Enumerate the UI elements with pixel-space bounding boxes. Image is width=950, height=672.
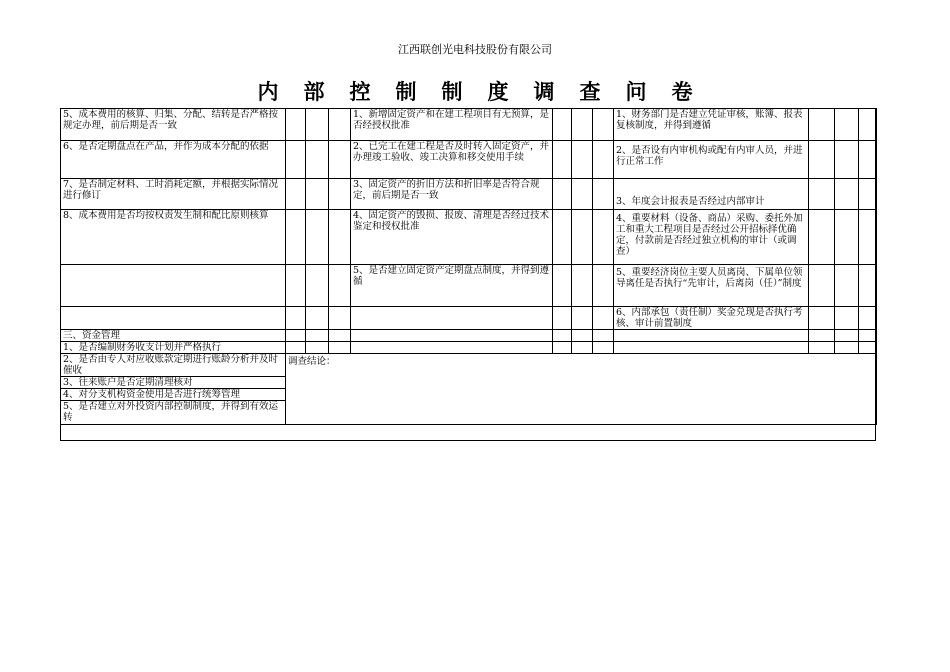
- answer-cell[interactable]: [835, 179, 859, 210]
- question-cell: [61, 265, 286, 307]
- table-row: [61, 342, 877, 354]
- answer-cell[interactable]: [329, 141, 351, 179]
- answer-cell[interactable]: [809, 265, 835, 307]
- table-row: [61, 210, 877, 265]
- answer-cell[interactable]: [859, 342, 877, 354]
- answer-cell[interactable]: [286, 141, 306, 179]
- answer-cell[interactable]: [286, 307, 306, 330]
- answer-cell[interactable]: [286, 265, 306, 307]
- answer-cell[interactable]: [553, 330, 572, 342]
- answer-cell[interactable]: [306, 109, 329, 141]
- answer-cell[interactable]: [286, 109, 306, 141]
- answer-cell[interactable]: [553, 109, 572, 141]
- question-cell: [61, 307, 286, 330]
- answer-cell[interactable]: [286, 330, 306, 342]
- answer-cell[interactable]: [809, 109, 835, 141]
- answer-cell[interactable]: [306, 141, 329, 179]
- question-cell: 8、成本费用是否均按权责发生制和配比原则核算: [61, 210, 286, 265]
- answer-cell[interactable]: [809, 210, 835, 265]
- answer-cell[interactable]: [809, 342, 835, 354]
- question-cell: 4、对分支机构资金使用是否进行统筹管理: [61, 389, 286, 401]
- answer-cell[interactable]: [835, 342, 859, 354]
- question-cell: 2、是否由专人对应收账款定期进行账龄分析并及时催收: [61, 354, 286, 377]
- answer-cell[interactable]: [572, 330, 593, 342]
- question-cell: 6、内部承包（责任制）奖金兑现是否执行考核、审计前置制度: [614, 307, 809, 330]
- question-cell: 5、是否建立固定资产定期盘点制度，并得到遵循: [351, 265, 553, 307]
- answer-cell[interactable]: [859, 141, 877, 179]
- answer-cell[interactable]: [329, 342, 351, 354]
- answer-cell[interactable]: [593, 330, 614, 342]
- question-cell: 5、是否建立对外投资内部控制制度，并得到有效运转: [61, 401, 286, 425]
- question-cell: 3、往来账户是否定期清理核对: [61, 377, 286, 389]
- answer-cell[interactable]: [593, 342, 614, 354]
- answer-cell[interactable]: [593, 307, 614, 330]
- answer-cell[interactable]: [809, 307, 835, 330]
- question-cell: 1、新增固定资产和在建工程项目有无预算，是否经授权批准: [351, 109, 553, 141]
- answer-cell[interactable]: [572, 210, 593, 265]
- answer-cell[interactable]: [553, 265, 572, 307]
- question-cell: 7、是否制定材料、工时消耗定额，并根据实际情况进行修订: [61, 179, 286, 210]
- empty-cell: [614, 330, 809, 342]
- conclusion-label: 调查结论：: [288, 356, 336, 367]
- answer-cell[interactable]: [809, 179, 835, 210]
- answer-cell[interactable]: [859, 210, 877, 265]
- empty-cell: [351, 342, 553, 354]
- answer-cell[interactable]: [572, 265, 593, 307]
- question-cell: 5、重要经济岗位主要人员离岗、下属单位领导离任是否执行“先审计，后离岗（任）”制度: [614, 265, 809, 307]
- answer-cell[interactable]: [593, 179, 614, 210]
- answer-cell[interactable]: [859, 179, 877, 210]
- answer-cell[interactable]: [859, 307, 877, 330]
- empty-cell: [351, 330, 553, 342]
- answer-cell[interactable]: [553, 307, 572, 330]
- answer-cell[interactable]: [306, 342, 329, 354]
- answer-cell[interactable]: [306, 179, 329, 210]
- answer-cell[interactable]: [593, 265, 614, 307]
- answer-cell[interactable]: [553, 141, 572, 179]
- answer-cell[interactable]: [835, 210, 859, 265]
- question-cell: 4、固定资产的毁损、报废、清理是否经过技术鉴定和授权批准: [351, 210, 553, 265]
- answer-cell[interactable]: [553, 210, 572, 265]
- answer-cell[interactable]: [329, 179, 351, 210]
- answer-cell[interactable]: [329, 210, 351, 265]
- answer-cell[interactable]: [306, 265, 329, 307]
- answer-cell[interactable]: [286, 342, 306, 354]
- answer-cell[interactable]: [306, 307, 329, 330]
- answer-cell[interactable]: [593, 109, 614, 141]
- question-cell: 1、财务部门是否建立凭证审核，账簿、报表复核制度，并得到遵循: [614, 109, 809, 141]
- question-cell: 6、是否定期盘点在产品，并作为成本分配的依据: [61, 141, 286, 179]
- answer-cell[interactable]: [572, 307, 593, 330]
- questionnaire-table: [60, 108, 877, 425]
- question-cell: 1、是否编制财务收支计划并严格执行: [61, 342, 286, 354]
- empty-cell: [614, 342, 809, 354]
- answer-cell[interactable]: [859, 109, 877, 141]
- answer-cell[interactable]: [593, 141, 614, 179]
- company-name: 江西联创光电科技股份有限公司: [398, 43, 552, 56]
- answer-cell[interactable]: [286, 210, 306, 265]
- answer-cell[interactable]: [809, 141, 835, 179]
- question-cell: 5、成本费用的核算、归集、分配、结转是否严格按规定办理，前后期是否一致: [61, 109, 286, 141]
- table-row: [61, 354, 877, 377]
- page-title: 内部控制制度调查问卷: [257, 79, 718, 104]
- answer-cell[interactable]: [329, 265, 351, 307]
- question-cell: 2、已完工在建工程是否及时转入固定资产，并办理竣工验收、竣工决算和移交使用手续: [351, 141, 553, 179]
- table-row: [61, 265, 877, 307]
- answer-cell[interactable]: [835, 109, 859, 141]
- conclusion-area[interactable]: [286, 354, 877, 425]
- answer-cell[interactable]: [553, 342, 572, 354]
- answer-cell[interactable]: [329, 330, 351, 342]
- answer-cell[interactable]: [286, 179, 306, 210]
- answer-cell[interactable]: [572, 141, 593, 179]
- answer-cell[interactable]: [572, 109, 593, 141]
- question-cell: 4、重要材料（设备、商品）采购、委托外加工和重大工程项目是否经过公开招标择优确定，付款前是否经过独立机构的审计（或调查）: [614, 210, 809, 265]
- answer-cell[interactable]: [306, 330, 329, 342]
- table-row: [61, 307, 877, 330]
- question-cell: [351, 307, 553, 330]
- answer-cell[interactable]: [553, 179, 572, 210]
- answer-cell[interactable]: [572, 342, 593, 354]
- question-cell: 3、固定资产的折旧方法和折旧率是否符合规定，前后期是否一致: [351, 179, 553, 210]
- answer-cell[interactable]: [835, 330, 859, 342]
- question-cell: 3、年度会计报表是否经过内部审计: [614, 179, 809, 210]
- answer-cell[interactable]: [572, 179, 593, 210]
- answer-cell[interactable]: [835, 307, 859, 330]
- table-row: [61, 109, 877, 141]
- answer-cell[interactable]: [835, 265, 859, 307]
- answer-cell[interactable]: [859, 265, 877, 307]
- section-heading: 三、资金管理: [61, 330, 286, 342]
- answer-cell[interactable]: [859, 330, 877, 342]
- answer-cell[interactable]: [835, 141, 859, 179]
- table-row: [61, 141, 877, 179]
- table-row: [61, 179, 877, 210]
- answer-cell[interactable]: [329, 307, 351, 330]
- question-cell: 2、是否设有内审机构或配有内审人员，并进行正常工作: [614, 141, 809, 179]
- answer-cell[interactable]: [809, 330, 835, 342]
- answer-cell[interactable]: [593, 210, 614, 265]
- table-row: [61, 330, 877, 342]
- answer-cell[interactable]: [306, 210, 329, 265]
- answer-cell[interactable]: [329, 109, 351, 141]
